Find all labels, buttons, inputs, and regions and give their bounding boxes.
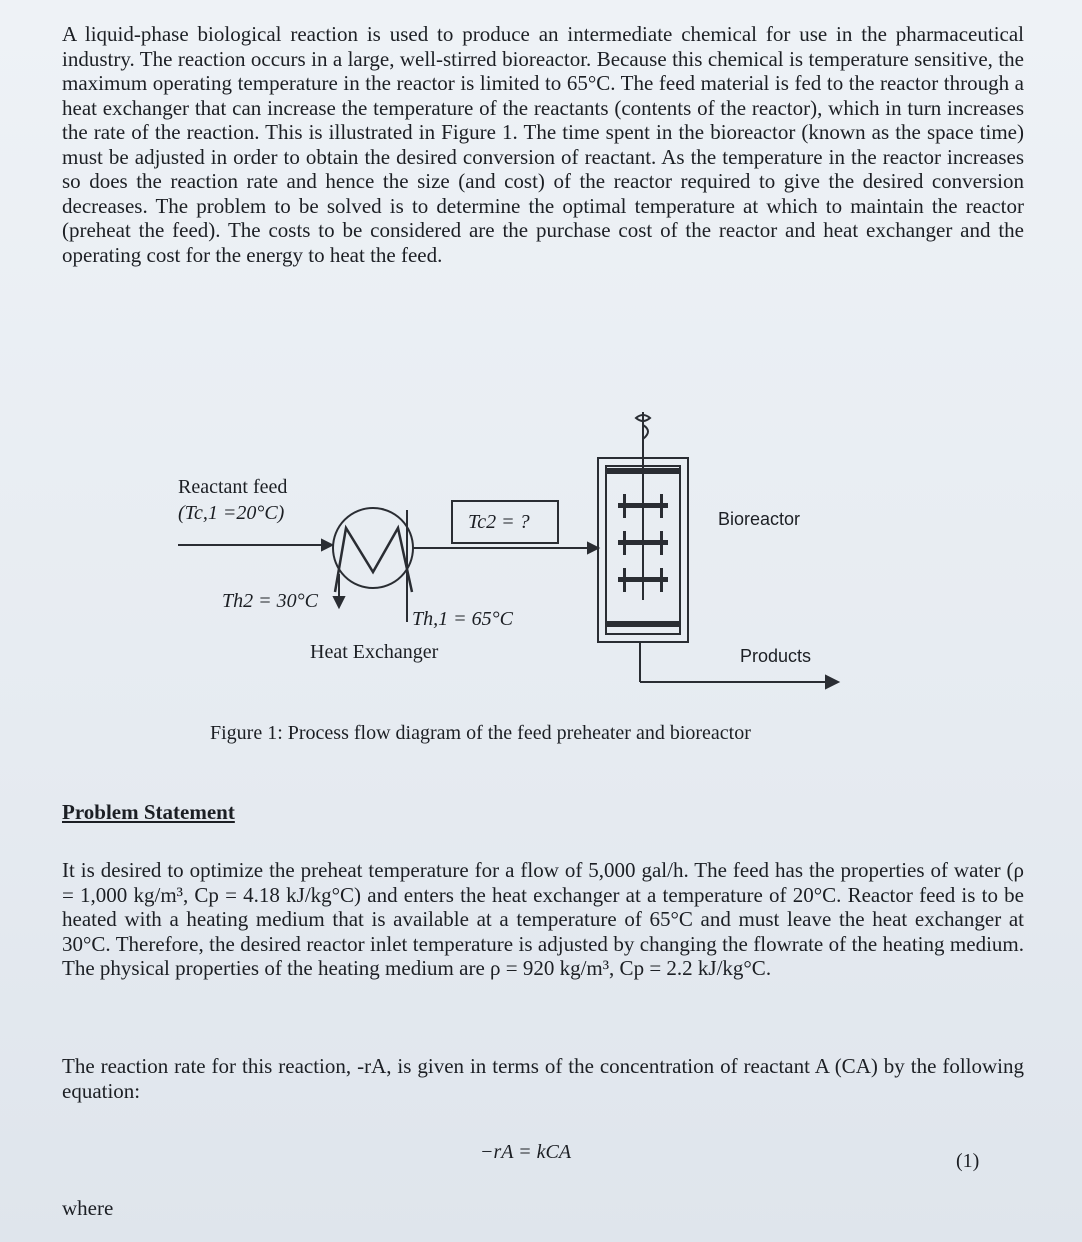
equation-number: (1): [956, 1150, 980, 1172]
hot-outlet-arrow: [334, 597, 344, 607]
bioreactor-label: Bioreactor: [718, 509, 801, 529]
th2-label: Th2 = 30°C: [222, 590, 318, 612]
top-band: [606, 468, 680, 474]
products-arrow: [826, 676, 838, 688]
heat-exchanger-label: Heat Exchanger: [310, 641, 439, 663]
intro-paragraph: A liquid-phase biological reaction is used to produce an intermediate chemical for use in the pharmaceutical industry. The reaction occurs in a large, well-stirred bioreactor. Because this chemical is temperature sensitive, the maximum operating temperature in the reactor is limited to 65°C. The feed material is fed to the reactor through a heat exchanger that can increase the temperature of the reactants (contents of the reactor), which in turn increases the rate of the reaction. This is illustrated in Figure 1. The time spent in the bioreactor (known as the space time) must be adjusted in order to obtain the desired conversion of reactant. As the temperature in the reactor increases so does the reaction rate and hence the size (and cost) of the reactor required to give the desired conversion decreases. The problem to be solved is to determine the optimal temperature at which to maintain the reactor (preheat the feed). The costs to be considered are the purchase cost of the reactor and heat exchanger and the operating cost for the energy to heat the feed.: [62, 22, 1024, 267]
problem-heading: Problem Statement: [62, 800, 235, 824]
feed-arrow: [322, 540, 332, 550]
where-label: where: [62, 1196, 114, 1220]
rate-paragraph: The reaction rate for this reaction, -rA, is given in terms of the concentration of reactant A (CA) by the following equation:: [62, 1054, 1024, 1103]
products-label: Products: [740, 646, 812, 666]
tc1-label: (Tc,1 =20°C): [178, 502, 285, 524]
tc2-label: Tc2 = ?: [468, 511, 530, 533]
exchanger-coil: [335, 528, 412, 592]
bottom-band: [606, 621, 680, 627]
problem-paragraph: It is desired to optimize the preheat temperature for a flow of 5,000 gal/h. The feed has the properties of water (ρ = 1,000 kg/m³, Cp = 4.18 kJ/kg°C) and enters the heat exchanger at a temperature of 20°C. Reactor feed is to be heated with a heating medium that is available at a temperature of 65°C and must leave the heat exchanger at 30°C. Therefore, the desired reactor inlet temperature is adjusted by changing the flowrate of the heating medium. The physical properties of the heating medium are ρ = 920 kg/m³, Cp = 2.2 kJ/kg°C.: [62, 858, 1024, 980]
rate-equation: −rA = kCA: [480, 1141, 572, 1163]
reactant-feed-label: Reactant feed: [178, 476, 288, 498]
outlet-arrow: [588, 543, 598, 553]
heat-exchanger-symbol: [333, 508, 413, 588]
figure-caption: Figure 1: Process flow diagram of the feed preheater and bioreactor: [210, 722, 751, 744]
th1-label: Th,1 = 65°C: [412, 608, 513, 630]
